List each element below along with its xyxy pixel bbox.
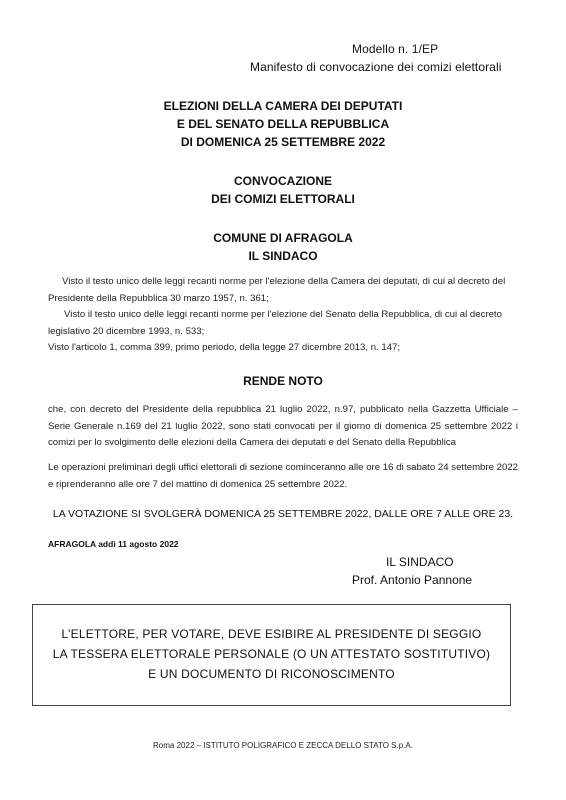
signature-title: IL SINDACO: [386, 555, 454, 569]
voter-notice-text: [33, 624, 510, 684]
voter-notice-line: LA TESSERA ELETTORALE PERSONALE (O UN ATTESTATO SOSTITUTIVO): [52, 647, 491, 661]
convocation-title-line: DEI COMIZI ELETTORALI: [211, 192, 355, 206]
voter-notice-line: E UN DOCUMENTO DI RICONOSCIMENTO: [148, 667, 395, 681]
voter-notice-line: L’ELETTORE, PER VOTARE, DEVE ESIBIRE AL PRESIDENTE DI SEGGIO: [61, 627, 482, 641]
document-subtitle: Manifesto di convocazione dei comizi elettorali: [250, 60, 502, 74]
rende-noto-heading: RENDE NOTO: [243, 374, 323, 388]
printer-footer: Roma 2022 – ISTITUTO POLIGRAFICO E ZECCA DELLO STATO S.p.A.: [153, 741, 413, 750]
election-title-line: E DEL SENATO DELLA REPUBBLICA: [176, 117, 390, 131]
election-title: [0, 97, 566, 151]
mayor-heading: IL SINDACO: [248, 249, 318, 263]
visto-line: Visto il testo unico delle leggi recanti norme per l'elezione della Camera dei deputati, di cui al decreto del: [62, 276, 506, 287]
preliminary-operations-paragraph: Le operazioni preliminari degli uffici elettorali di sezione cominceranno alle ore 16 di sabato 24 settembre 2022 e riprenderanno alle ore 7 del mattino di domenica 25 settembre 2022.: [48, 462, 518, 490]
visto-line: legislativo 20 dicembre 1993, n. 533;: [48, 326, 205, 337]
municipality-name: COMUNE DI AFRAGOLA: [213, 231, 353, 245]
voter-notice-box: [32, 604, 511, 706]
place-date: AFRAGOLA addì 11 agosto 2022: [48, 539, 179, 549]
decree-paragraph: che, con decreto del Presidente della repubblica 21 luglio 2022, n.97, pubblicato nella Gazzetta Ufficiale – Serie Generale n.169 del 21 luglio 2022, sono stati convocati per il giorno di domenica 25 settembre 2022 i comizi per lo svolgimento delle elezioni della Camera dei deputati e del Senato della Repubblica: [48, 404, 518, 448]
visto-line: Visto il testo unico delle leggi recanti norme per l'elezione del Senato della Repubblica, di cui al decreto: [64, 309, 502, 320]
authority-title: [0, 229, 566, 265]
election-title-line: ELEZIONI DELLA CAMERA DEI DEPUTATI: [163, 99, 403, 113]
election-title-line: DI DOMENICA 25 SETTEMBRE 2022: [180, 135, 386, 149]
visto-line: Presidente della Repubblica 30 marzo 1957, n. 361;: [48, 293, 269, 304]
signature-name: Prof. Antonio Pannone: [352, 573, 473, 587]
model-number: Modello n. 1/EP: [352, 42, 439, 56]
voting-hours-line: LA VOTAZIONE SI SVOLGERÀ DOMENICA 25 SETTEMBRE 2022, DALLE ORE 7 ALLE ORE 23.: [52, 508, 514, 520]
visto-line: Visto l'articolo 1, comma 399, primo periodo, della legge 27 dicembre 2013, n. 147;: [48, 342, 401, 353]
convocation-title: [0, 172, 566, 208]
convocation-title-line: CONVOCAZIONE: [233, 174, 332, 188]
